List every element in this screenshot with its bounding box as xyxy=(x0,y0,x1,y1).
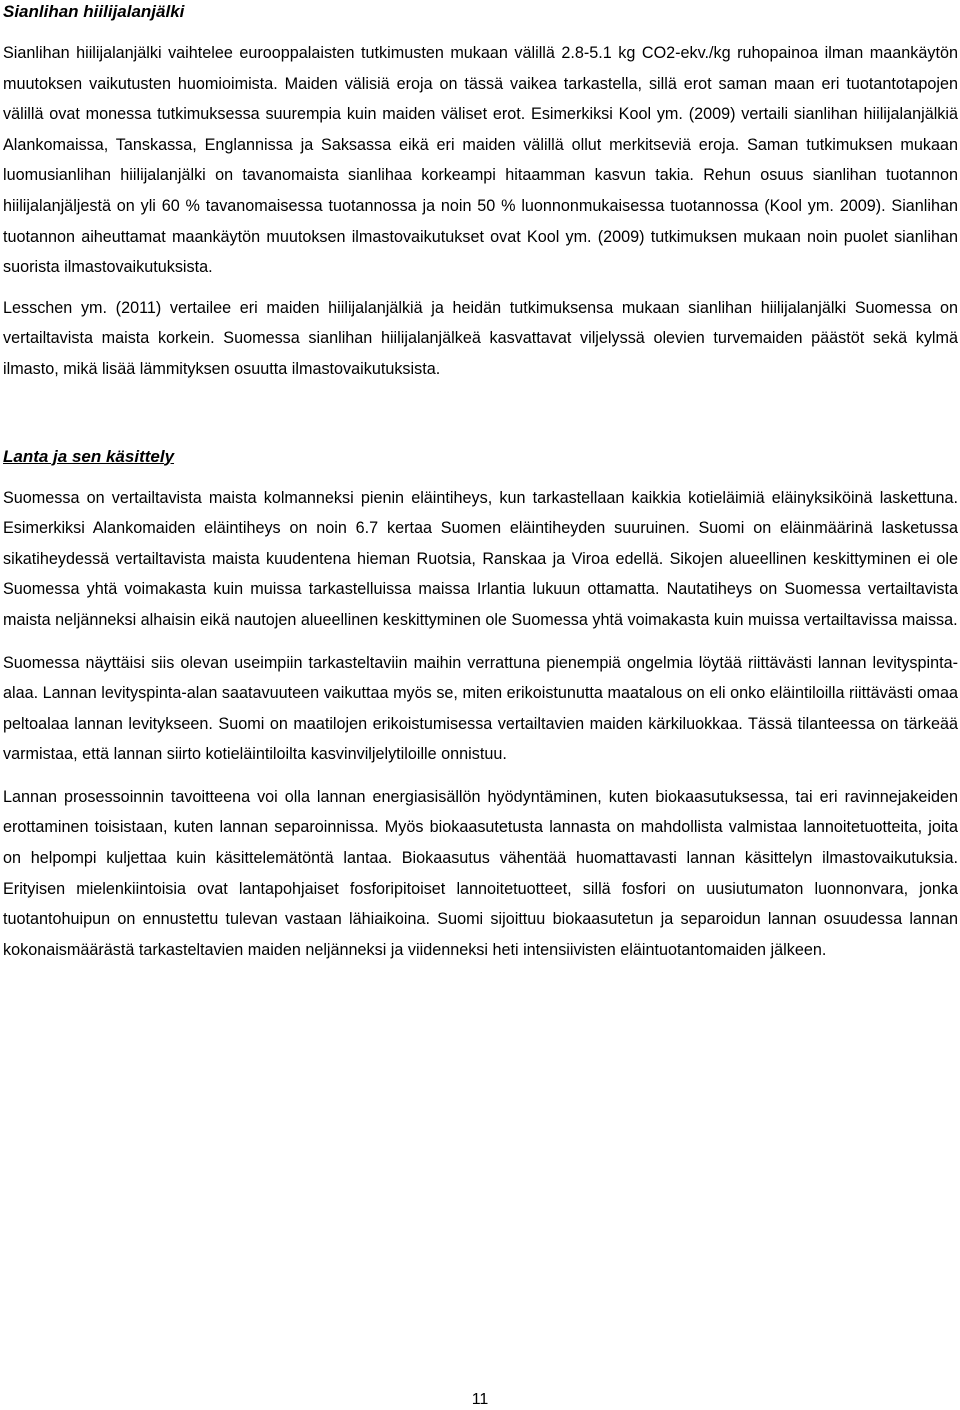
document-page xyxy=(3,0,958,965)
paragraph: Suomessa on vertailtavista maista kolmanneksi pienin eläintiheys, kun tarkastellaan kaikkia kotieläimiä eläinyksiköinä laskettuna. Esimerkiksi Alankomaiden eläintiheys on noin 6.7 kertaa Suomen eläintiheyden suuruinen. Suomi on eläinmäärinä lasketussa sikatiheydessä vertailtavista maista kuudentena hieman Ruotsia, Ranskaa ja Viroa edellä. Sikojen alueellinen keskittyminen ei ole Suomessa yhtä voimakasta kuin muissa tarkastelluissa maissa Irlantia lukuun ottamatta. Nautatiheys on Suomessa vertailtavista maista neljänneksi alhaisin eikä nautojen alueellinen keskittyminen ole Suomessa yhtä voimakasta kuin muissa vertailtavissa maissa. xyxy=(3,488,958,629)
paragraph: Lesschen ym. (2011) vertailee eri maiden hiilijalanjälkiä ja heidän tutkimuksensa mukaan sianlihan hiilijalanjälki Suomessa on vertailtavista maista korkein. Suomessa sianlihan hiilijalanjälkeä kasvattavat viljelyssä olevien turvemaiden päästöt sekä kylmä ilmasto, mikä lisää lämmityksen osuutta ilmastovaikutuksista. xyxy=(3,298,958,378)
paragraph: Suomessa näyttäisi siis olevan useimpiin tarkasteltaviin maihin verrattuna pienempiä ongelmia löytää riittävästi lannan levityspinta-alaa. Lannan levityspinta-alan saatavuuteen vaikuttaa myös se, miten erikoistunutta maatalous on eli onko eläintiloilla riittävästi omaa peltoalaa lannan levitykseen. Suomi on maatilojen erikoistumisessa vertailtavien maiden kärkiluokkaa. Tässä tilanteessa on tärkeää varmistaa, että lannan siirto kotieläintiloilta kasvinviljelytiloille onnistuu. xyxy=(3,653,958,764)
section-heading-carbon-footprint: Sianlihan hiilijalanjälki xyxy=(3,2,185,21)
section-heading-manure: Lanta ja sen käsittely xyxy=(3,446,175,466)
page-number: 11 xyxy=(471,1391,489,1408)
paragraph: Sianlihan hiilijalanjälki vaihtelee eurooppalaisten tutkimusten mukaan välillä 2.8-5.1 kg CO2-ekv./kg ruhopainoa ilman maankäytön muutoksen vaikutusten huomioimista. Maiden välisiä eroja on tässä vaikea tarkastella, sillä erot saman maan eri tuotantotapojen välillä ovat monessa tutkimuksessa suurempia kuin maiden väliset erot. Esimerkiksi Kool ym. (2009) vertaili sianlihan hiilijalanjälkiä Alankomaissa, Tanskassa, Englannissa ja Saksassa eikä eri maiden välillä ollut merkitseviä eroja. Saman tutkimuksen mukaan luomusianlihan hiilijalanjälki on tavanomaista sianlihaa korkeampi hitaamman kasvun takia. Rehun osuus sianlihan tuotannon hiilijalanjäljestä on yli 60 % tavanomaisessa tuotannossa ja noin 50 % luonnonmukaisessa tuotannossa (Kool ym. 2009). Sianlihan tuotannon aiheuttamat maankäytön muutoksen ilmastovaikutukset ovat Kool ym. (2009) tutkimuksen mukaan noin puolet sianlihan suorista ilmastovaikutuksista. xyxy=(3,44,958,277)
paragraph: Lannan prosessoinnin tavoitteena voi olla lannan energiasisällön hyödyntäminen, kuten biokaasutuksessa, tai eri ravinnejakeiden erottaminen toisistaan, kuten lannan separoinnissa. Myös biokaasutetusta lannasta on mahdollista valmistaa lannoitetuotteita, joita on helpompi kuljettaa kuin käsittelemätöntä lantaa. Biokaasutus vähentää huomattavasti lannan käsittelyn ilmastovaikutuksia. Erityisen mielenkiintoisia ovat lantapohjaiset fosforipitoiset lannoitetuotteet, sillä fosfori on uusiutumaton luonnonvara, jonka tuotantohuipun on ennustettu tulevan vastaan lähiaikoina. Suomi sijoittuu biokaasutetun ja separoidun lannan osuudessa lannan kokonaismäärästä tarkasteltavien maiden neljänneksi ja viidenneksi heti intensiivisten eläintuotantomaiden jälkeen. xyxy=(3,787,958,959)
